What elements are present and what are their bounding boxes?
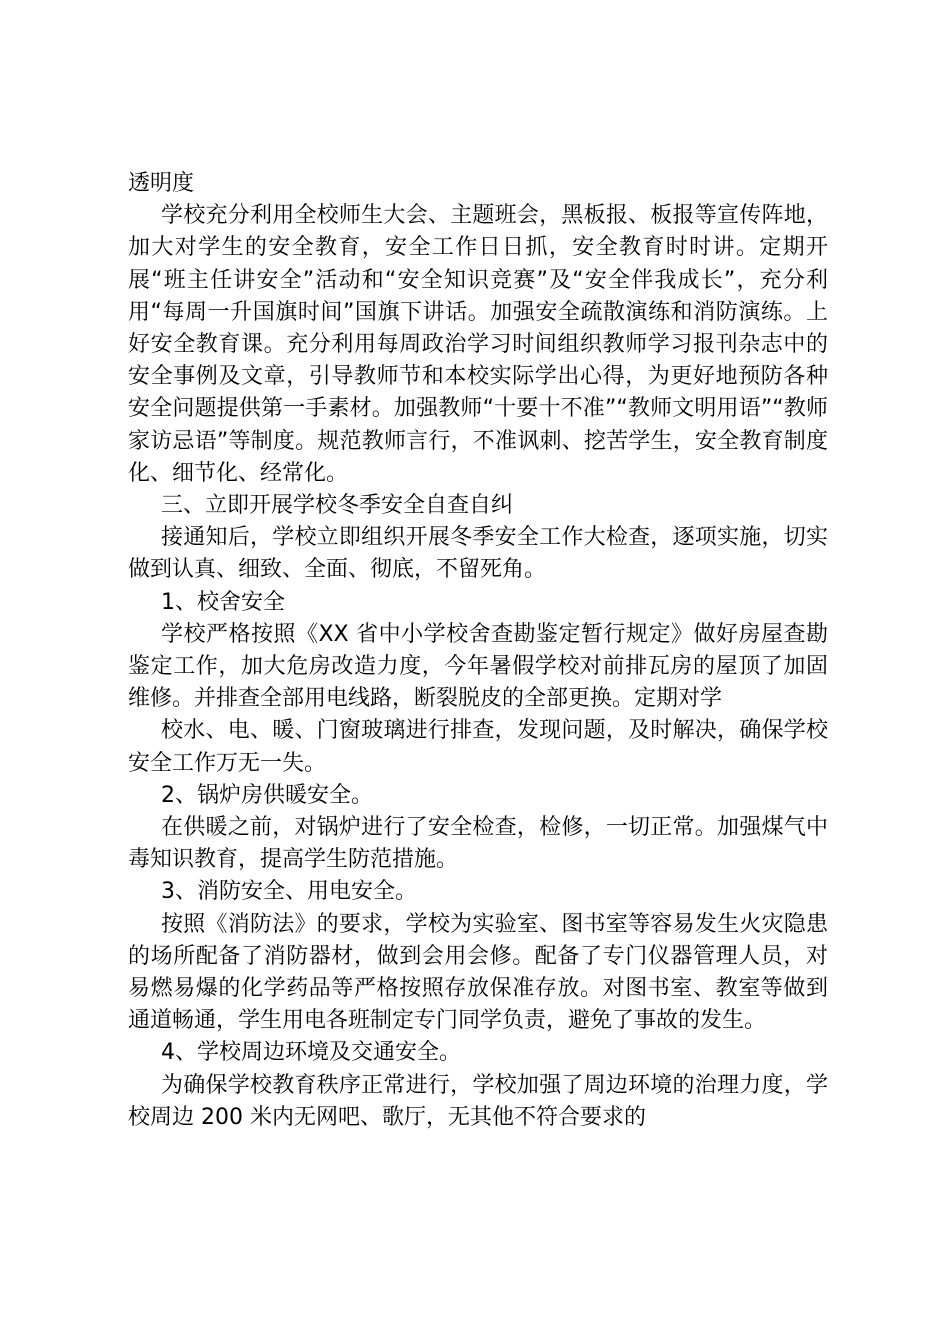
subheading-school-building-safety: 1、校舍安全 (161, 589, 285, 615)
paragraph-inspection-overview: 接通知后，学校立即组织开展冬季安全工作大检查，逐项实施，切实做到认真、细致、全面、彻底，不留死角。 (128, 525, 828, 583)
subheading-boiler-heating-safety: 2、锅炉房供暖安全。 (161, 782, 373, 808)
paragraph-utilities-check: 校水、电、暖、门窗玻璃进行排查，发现问题，及时解决，确保学校安全工作万无一失。 (128, 718, 828, 776)
section-heading-winter-self-inspection: 三、立即开展学校冬季安全自查自纠 (161, 493, 514, 519)
paragraph-surroundings-management: 为确保学校教育秩序正常进行，学校加强了周边环境的治理力度，学校周边 200 米内无网吧、歌厅，无其他不符合要求的 (128, 1072, 828, 1130)
paragraph-boiler-inspection: 在供暖之前，对锅炉进行了安全检查，检修，一切正常。加强煤气中毒知识教育，提高学生防范措施。 (128, 815, 828, 873)
paragraph-school-building-inspection: 学校严格按照《XX 省中小学校舍查勘鉴定暂行规定》做好房屋查勘鉴定工作，加大危房改造力度，今年暑假学校对前排瓦房的屋顶了加固维修。并排查全部用电线路，断裂脱皮的全部更换。定期对学 (128, 621, 828, 712)
paragraph-continuation-title: 透明度 (128, 171, 195, 196)
paragraph-fire-safety-measures: 按照《消防法》的要求，学校为实验室、图书室等容易发生火灾隐患的场所配备了消防器材，做到会用会修。配备了专门仪器管理人员，对易燃易爆的化学药品等严格按照存放保准存放。对图书室、教室等做到通道畅通，学生用电各班制定专门同学负责，避免了事故的发生。 (128, 911, 828, 1034)
subheading-fire-electric-safety: 3、消防安全、用电安全。 (161, 879, 417, 905)
subheading-surroundings-traffic-safety: 4、学校周边环境及交通安全。 (161, 1040, 461, 1066)
paragraph-safety-education: 学校充分利用全校师生大会、主题班会，黑板报、板报等宣传阵地，加大对学生的安全教育，安全工作日日抓，安全教育时时讲。定期开展“班主任讲安全”活动和“安全知识竞赛”及“安全伴我成长”，充分利用“每周一升国旗时间”国旗下讲话。加强安全疏散演练和消防演练。上好安全教育课。充分利用每周政治学习时间组织教师学习报刊杂志中的安全事例及文章，引导教师节和本校实际学出心得，为更好地预防各种安全问题提供第一手素材。加强教师“十要十不准”“教师文明用语”“教师家访忌语”等制度。规范教师言行，不准讽刺、挖苦学生，安全教育制度化、细节化、经常化。 (128, 203, 828, 486)
document-body (128, 168, 828, 1134)
